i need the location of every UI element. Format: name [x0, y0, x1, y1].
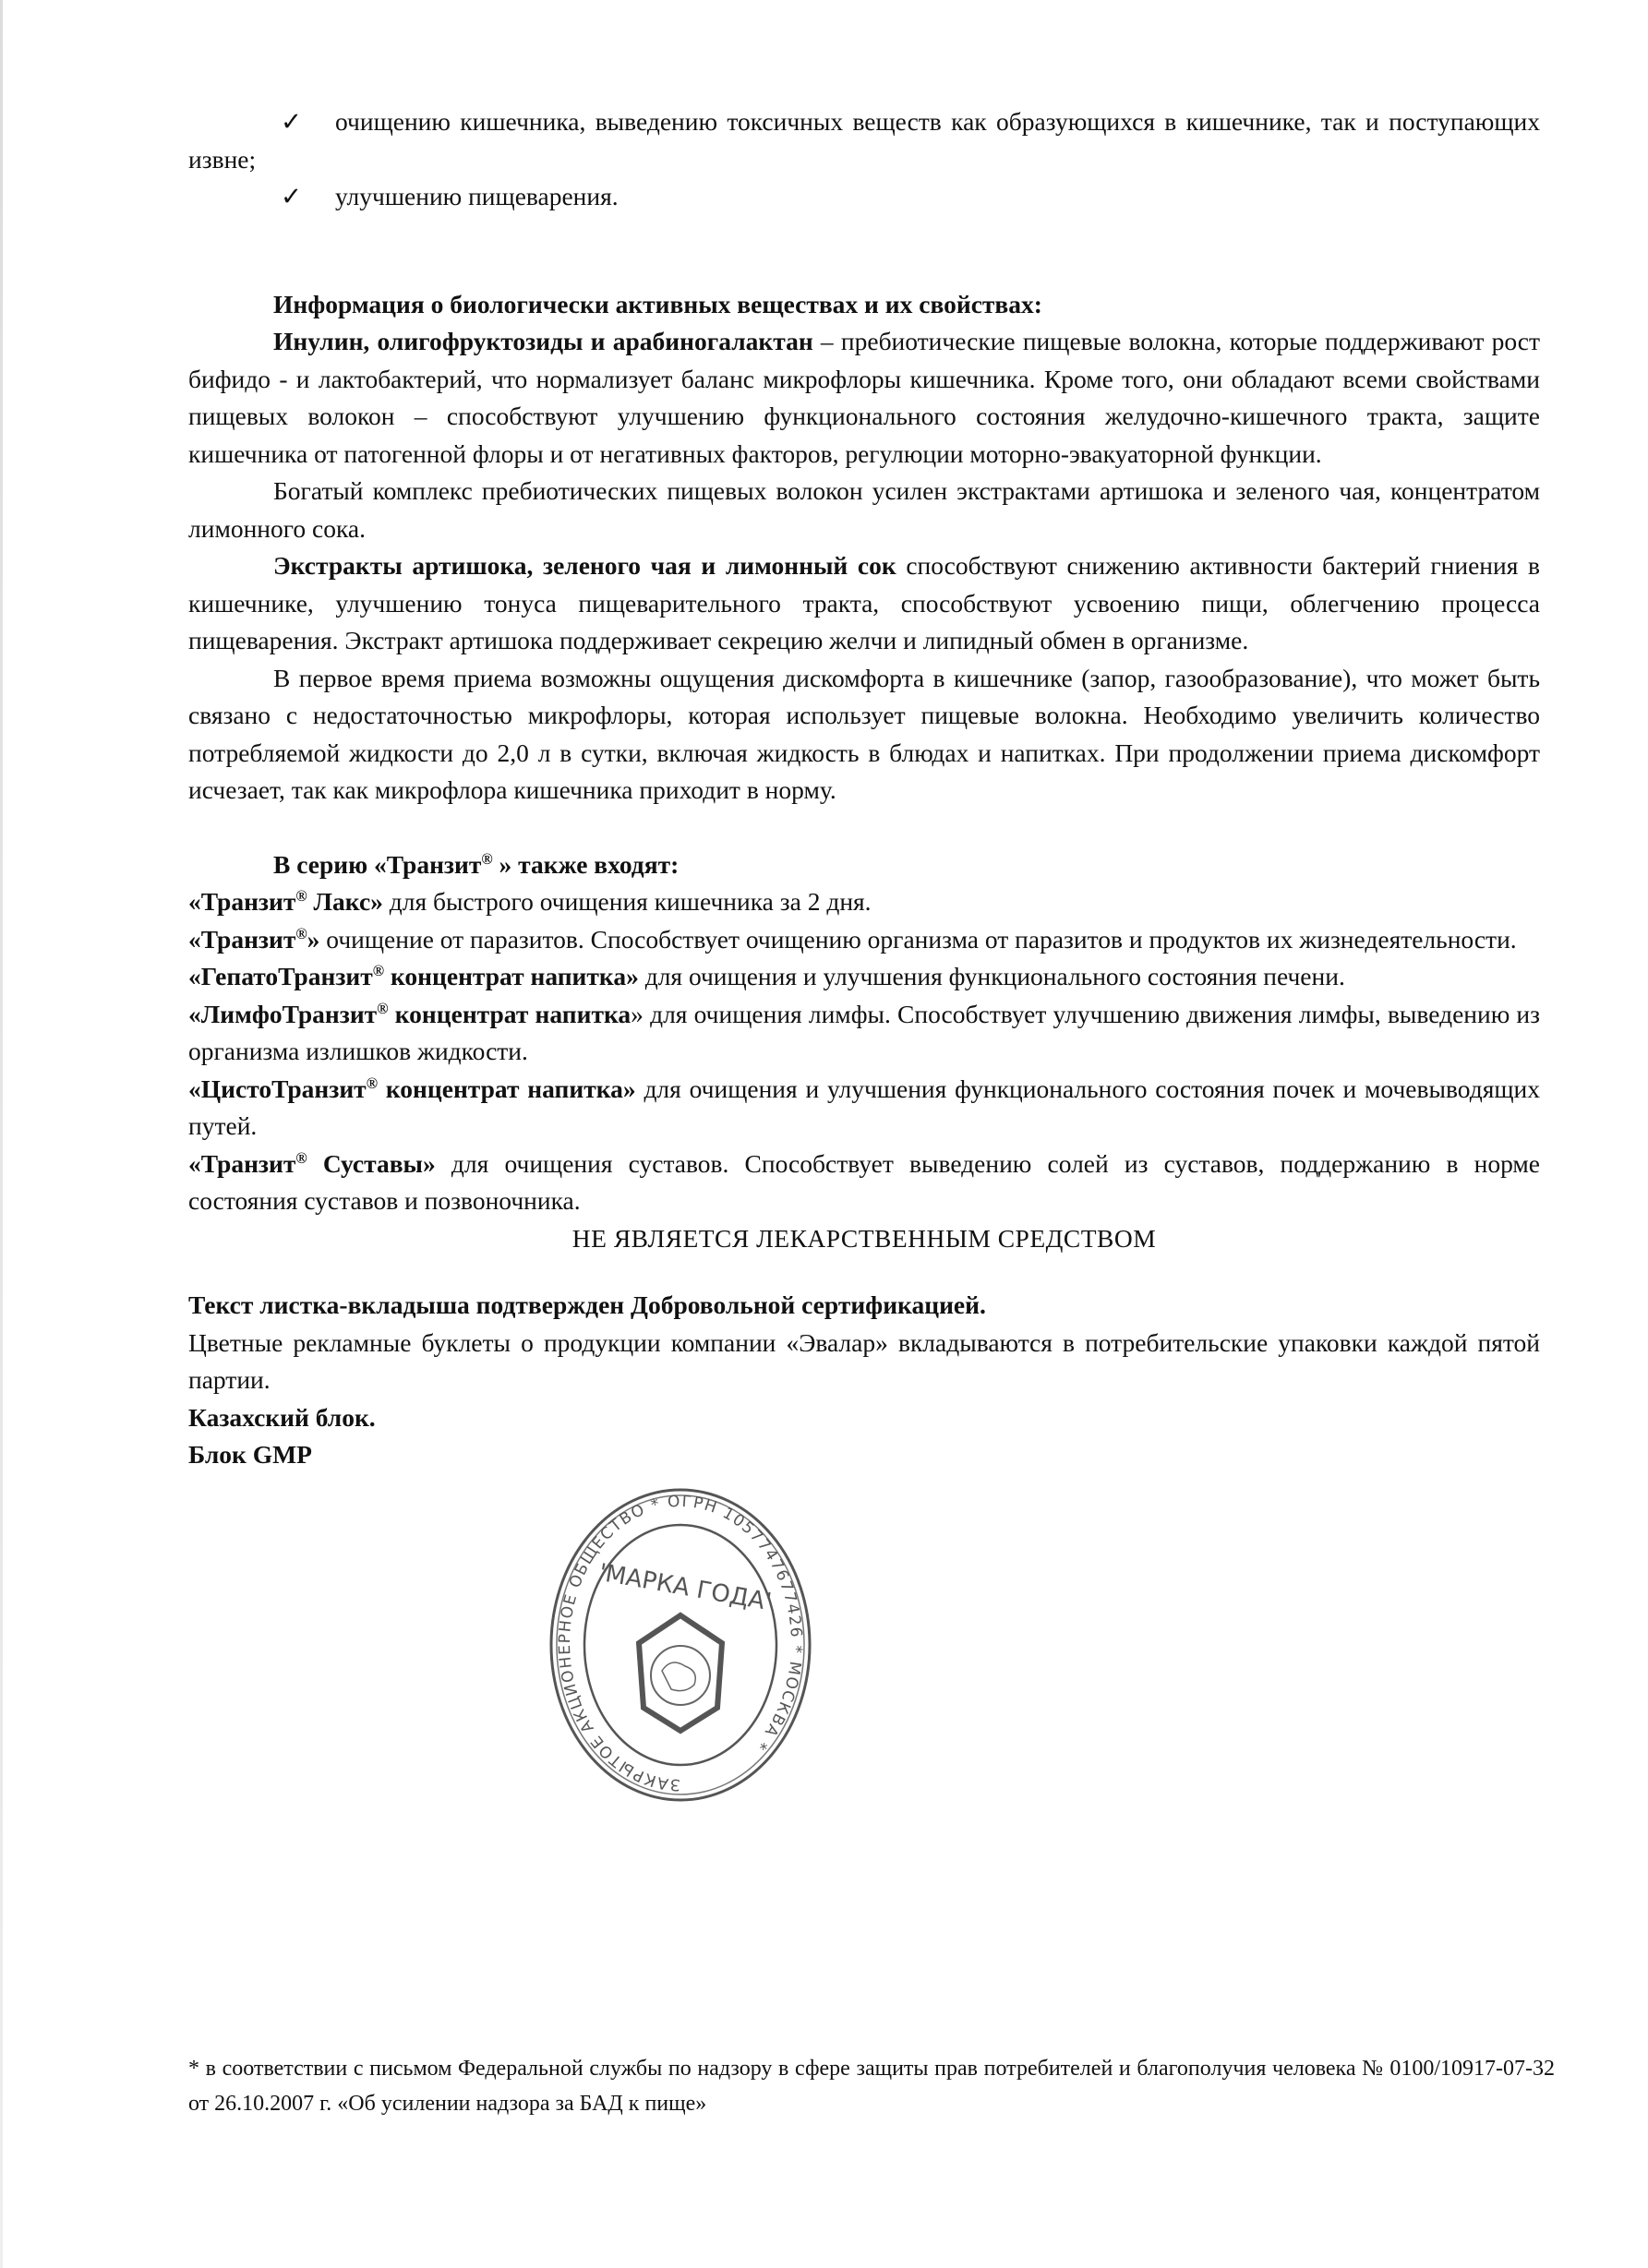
- series-item: [188, 883, 1540, 921]
- checklist-text: улучшению пищеварения.: [335, 182, 619, 210]
- bold-lead: Инулин, олигофруктозиды и арабиногалактан: [273, 327, 813, 355]
- not-medicine-notice: НЕ ЯВЛЯЕТСЯ ЛЕКАРСТВЕННЫМ СРЕДСТВОМ: [571, 1223, 1157, 1253]
- registered-mark: ®: [295, 924, 307, 942]
- series-item: [188, 1146, 1540, 1220]
- series-item: [188, 921, 1540, 959]
- series-heading: [188, 846, 1540, 884]
- registered-mark: ®: [377, 999, 389, 1017]
- gmp-block: [188, 1436, 1540, 1474]
- certification-note: [188, 1287, 1540, 1325]
- document-body: [188, 103, 1540, 1474]
- product-name-suffix: концентрат напитка: [388, 999, 632, 1028]
- footnote: * в соответствии с письмом Федеральной службы по надзору в сфере защиты прав потребителей и благополучия человека № 0100/10917-07-32 от 26.10.2007 г. «Об усилении надзора за БАД к пище»: [188, 2057, 1555, 2116]
- svg-text:ЗАКРЫТОЕ АКЦИОНЕРНОЕ ОБЩЕСТВО: [556, 1493, 805, 1794]
- checklist-item: [188, 103, 1540, 178]
- registered-mark: ®: [295, 886, 307, 905]
- info-paragraph-2: Богатый комплекс пребиотических пищевых волокон усилен экстрактами артишока и зеленого чая, концентратом лимонного сока.: [188, 476, 1540, 543]
- registered-mark: ®: [481, 849, 493, 868]
- checklist-text: очищению кишечника, выведению токсичных веществ как образующихся в кишечнике, так и поступающих извне;: [188, 107, 1540, 174]
- registered-mark: ®: [372, 961, 385, 979]
- scan-edge: [0, 0, 3, 2268]
- kazakh-block: [188, 1399, 1540, 1437]
- series-heading-b: » также входят:: [492, 849, 680, 879]
- kazakh-block-text: Казахский блок.: [188, 1402, 376, 1432]
- checklist-item: [188, 178, 1540, 216]
- product-name: «Транзит: [188, 1148, 296, 1178]
- product-name: «ЛимфоТранзит: [188, 999, 378, 1028]
- product-description: очищение от паразитов. Способствует очищению организма от паразитов и продуктов их жизнедеятельности.: [319, 924, 1517, 954]
- info-paragraph-3: [188, 547, 1540, 660]
- product-name-suffix: »: [307, 924, 320, 954]
- seal-ring-text: ЗАКРЫТОЕ АКЦИОНЕРНОЕ ОБЩЕСТВО * ОГРН 1057747677426 * МОСКВА *: [555, 1492, 806, 1794]
- booklets-note: Цветные рекламные буклеты о продукции компании «Эвалар» вкладываются в потребительские упаковки каждой пятой партии.: [188, 1327, 1540, 1394]
- product-name-suffix: Лакс»: [307, 887, 383, 916]
- product-description: для быстрого очищения кишечника за 2 дня.: [382, 887, 872, 916]
- product-name: «ГепатоТранзит: [188, 962, 373, 990]
- registered-mark: ®: [366, 1074, 379, 1092]
- product-name: «ЦистоТранзит: [188, 1074, 367, 1103]
- product-description: » для очищения лимфы. Способствует улучшению движения лимфы, выведению из организма излишков жидкости.: [188, 999, 1541, 1065]
- bold-lead: Экстракты артишока, зеленого чая и лимонный сок: [273, 551, 896, 580]
- checkmark-icon: ✓: [281, 182, 303, 210]
- info-heading-text: Информация о биологически активных веществах и их свойствах:: [273, 289, 1042, 318]
- product-name-suffix: Суставы»: [307, 1148, 436, 1178]
- info-paragraph-4: В первое время приема возможны ощущения дискомфорта в кишечнике (запор, газообразование), что может быть связано с недостаточностью микрофлоры, которая использует пищевые волокна. Необходимо увеличить количество потребляемой жидкости до 2,0 л в сутки, включая жидкость в блюдах и напитках. При продолжении приема дискомфорт исчезает, так как микрофлора кишечника приходит в норму.: [188, 663, 1540, 804]
- info-paragraph-1: [188, 323, 1540, 473]
- product-name: «Транзит: [188, 924, 296, 954]
- certification-text: Текст листка-вкладыша подтвержден Добровольной сертификацией.: [188, 1290, 986, 1319]
- series-heading-a: В серию «Транзит: [273, 849, 482, 879]
- series-list: [188, 883, 1540, 1220]
- gmp-block-text: Блок GMP: [188, 1440, 312, 1469]
- product-description: для очищения и улучшения функционального состояния печени.: [638, 962, 1345, 990]
- product-name-suffix: концентрат напитка»: [378, 1074, 636, 1103]
- paragraph-text: – пребиотические пищевые волокна, которые поддерживают рост бифидо - и лактобактерий, что нормализует баланс микрофлоры кишечника. Кроме того, они обладают всеми свойствами пищевых волокон – способствуют улучшению функционального состояния желудочно-кишечного тракта, защите кишечника от патогенной флоры и от негативных факторов, регулюции моторно-эвакуаторной функции.: [188, 327, 1540, 468]
- checkmark-icon: ✓: [281, 107, 303, 136]
- series-item: [188, 996, 1540, 1071]
- info-heading: [188, 286, 1540, 324]
- registered-mark: ®: [295, 1148, 307, 1167]
- series-item: [188, 958, 1540, 996]
- product-description: для очищения и улучшения функционального состояния почек и мочевыводящих путей.: [188, 1074, 1540, 1140]
- product-description: для очищения суставов. Способствует выведению солей из суставов, поддержанию в норме состояния суставов и позвоночника.: [188, 1148, 1541, 1215]
- paragraph-text: способствуют снижению активности бактерий гниения в кишечнике, улучшению тонуса пищеварительного тракта, способствуют усвоению пищи, облегчению процесса пищеварения. Экстракт артишока поддерживает секрецию желчи и липидный обмен в организме.: [188, 551, 1540, 654]
- product-name: «Транзит: [188, 887, 296, 916]
- seal-center-text: 'МАРКА ГОДА': [596, 1558, 774, 1617]
- company-seal-stamp: [547, 1486, 814, 1805]
- product-name-suffix: концентрат напитка»: [384, 962, 639, 990]
- series-item: [188, 1071, 1540, 1146]
